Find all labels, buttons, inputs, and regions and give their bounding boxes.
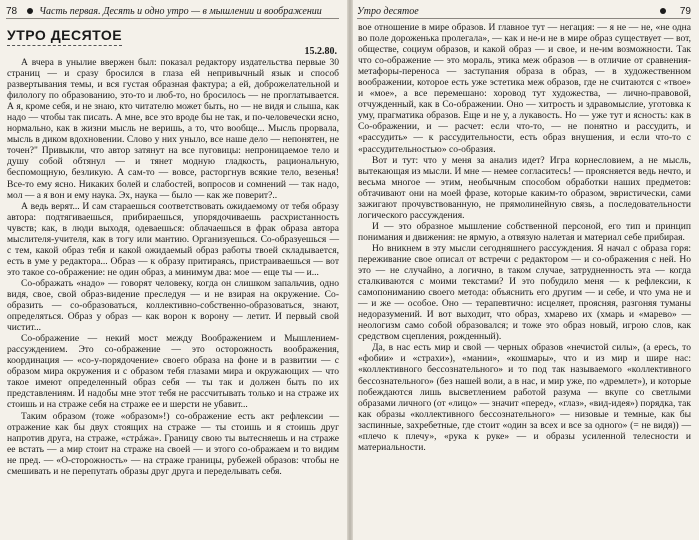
paragraph: Со-ображение — некий мост между Воображением и Мышлением-рассуждением. Это со-ображение — это осторожность воображения, координация — «со-у-порядочение» своего образа на фоне и в развитии — с образом мира окружения и с образом тебя глазами мира и окружающих — что такое имеют определенный образ себя — ты так и должен быть по их представлениям. И надобы мне этот тебя не рассчитывать только и на страже их стоишь и на страже себя на страже ее и шерсти не убавит... (7, 333, 339, 411)
paragraph: А ведь верят... И сам стараешься соответствовать ожидаемому от тебя образу автора: подтягиваешься, прибираешься, упорядочиваешь расхристанность чувств; как, в люди выходя, одеваешься: облачаешься в фрак образа автора мыслителя-учителя, как в тогу или мантию. Организуешься. Со-образуешься — с тем, какой образ тебя и какой ожидаемый образ работы твоей складывается, есть в уме у редактора... Образ — к образу притираясь, пристраиваешься — вот это такое со-ображение: не один образ, а минимум два: мое — еще ты — и... (7, 200, 339, 278)
right-page-body (358, 22, 691, 453)
page-number-right: 79 (679, 5, 691, 17)
paragraph: Да, в нас есть мир и свой — черных образов «нечистой силы», (а ересь, то «фобии» и «страхи»), «мании», «кошмары», что и из мир и шире нас: «коллективного бессознательного» и то под так называемого «коллективного бессознательного» (без нашей воли, а в нас, и мир уже, по «дремлет»), и которые побеждаются лишь высветлением работой разума — вкупе со светлыми образами личного (от «лицо» — значит «перед», «глаз», «вид-идея») порядка, так как образы «коллективного бессознательного» — низовые и темные, как бы заспинные, захребетные, где стоит «один за всех и все за одного» (= не видя)) — «плечо к плечу», «рука к руке» — и образы усиленной телесности и материальности. (358, 342, 691, 453)
paragraph: Но вникнем в эту мысли сегодняшнего рассуждения. Я начал с образа горя: переживание свое описал от встречи с редактором — и со-ображения с ней. Но это — не случайно, а логично, в таком случае, затрудненность эта — когда сталкиваются с моими текстами? И это побудило меня — к рефлексии, к самопониманию своего метода: объяснить его другим — и себе, и что ума не и — и же — особое. Оно — терапевтично: исцеляет, проясняя, разгоняя туманы недоразумений. И вот выходит, что образ, хмарево их (хмарь и «марево» — неологизм само собой образовался; и тоже это образ новый, игрою слов, как средством сцепления, рожденный). (358, 242, 691, 343)
paragraph: Вот и тут: что у меня за анализ идет? Игра корнесловием, а не мысль, вытекающая из мысли. И мне — немее согласитесь! — проясняется ведь нечто, и весьма многое — этим, необычным способом обработки наших предметов: обтачивают они на моей фразе, которые каким-то образом, эвристически, сами зажигают прочувствованную, не прямолинейную связь, а последовательности логического рассуждения. (358, 154, 691, 221)
left-page-body (7, 57, 339, 477)
running-head-text-left: Часть первая. Десять и одно утро — в мышлении и воображении (39, 5, 322, 17)
paragraph: вое отношение в мире образов. И главное тут — негация: — я не — не, «не одна во поле дороженька пролегала», — как и не-и не в мире образ существует — вот, обществе, социум образов, и какой образ — и свое, и не-им возможности. Так что со-ображение — это мораль, этика меж образов — в отличие от сравнения-метафоры-переноса — заступания образа в образ, — в художественном воображении, которое есть уже эстетика меж образов, где не считаются с «твое» и «мое», а все перемешано: хоровод тут художества, — лично-правовой, отчужденный, как в Со-ображении. Оно — хитрость и здравомыслие, уготовка к уму, прагматика образов. Еще и не у, а лукавость. Но — уже тут и ясность: как в Со-ображении, и — расчет: если что-то, — не понятно и рассудить, и «рассудить» — к рассудительности, есть образ внушения, и если что-то с «рассудительностью» со-образия. (358, 22, 691, 155)
running-head-left (6, 4, 339, 19)
paragraph: Со-ображать «надо» — говорят человеку, когда он слишком запальчив, одно видя, свое, свой образ-видение преследуя — и не взирая на окружение. Со-образить — со-образоваться, коллективно-собственно-образоваться, знают, определяться. Образ у образ — как ворон к ворону — летит. И первый свой чистит... (7, 277, 339, 334)
page-number-group (658, 6, 691, 17)
running-head-right (357, 4, 691, 19)
running-head-text-right: Утро десятое (357, 5, 419, 17)
entry-date: 15.2.80. (304, 46, 337, 57)
paragraph: И — это образное мышление собственной персоной, его тип и принцип понимания и движения: не ярмую, а отвязую налетая и материал себе прибирая. (358, 220, 691, 243)
page-number-left: 78 (6, 5, 18, 17)
paragraph: Таким образом (тоже «образом»!) со-ображение есть акт рефлексии — отражение как бы двух стоящих на страже — ты стоишь и я стоишь друг напротив друга, на страже, «стрáжа». Границу свою ты вытесняешь и на страже ее встать — а мир стоит на страже на своей — и этого со-ображаем и то видим не пред. — «О-сторожность» — на страже границы, рубежей образов: чтобы не смешивать и не перепутать образы друг друга и переделывать себя. (7, 410, 339, 477)
paragraph: А вчера в унылие ввержен был: показал редактору издательства первые 30 страниц — и сразу бросился в глаза ей непривычный язык и способ развертывания темы, и вся густая образная фактура; а ей, доброжелательной и филологу по образованию, это-то и люб-то, но бросилось — не проглатывается. А я, кроме себя, и не знаю, кто читателю может быть, но — не видя и слыша, как надо — чтобы так писать. А мне, все это вроде бы не так, и по-человечески ясно, нормально, как в жизни мысль не веришь, а то, что вообще... Мысль прорвала, мысль в диком вдохновении. Слово у них уныло, все наше дело — непонятен, не точен?" Привыкли, что автор затянут на все пуговицы: непроницаемое тело и душу собой обтянул — и тянет модную гладкость, рациональную, беспомощную, безликую. А сам-то — вовсе, расторгнув всякие тело, везенья! Все-то ему ясно. Никаких болей и слабостей, вопросов и сомнений — так надо, мол — а я вон и ему наука. Эх, наука — было — как же поверит?.. (7, 57, 339, 201)
bullet-ornament-icon (27, 8, 33, 14)
left-page (0, 0, 347, 540)
right-page (353, 0, 699, 540)
bullet-ornament-icon (660, 8, 666, 14)
chapter-title: УТРО ДЕСЯТОЕ (7, 27, 122, 46)
